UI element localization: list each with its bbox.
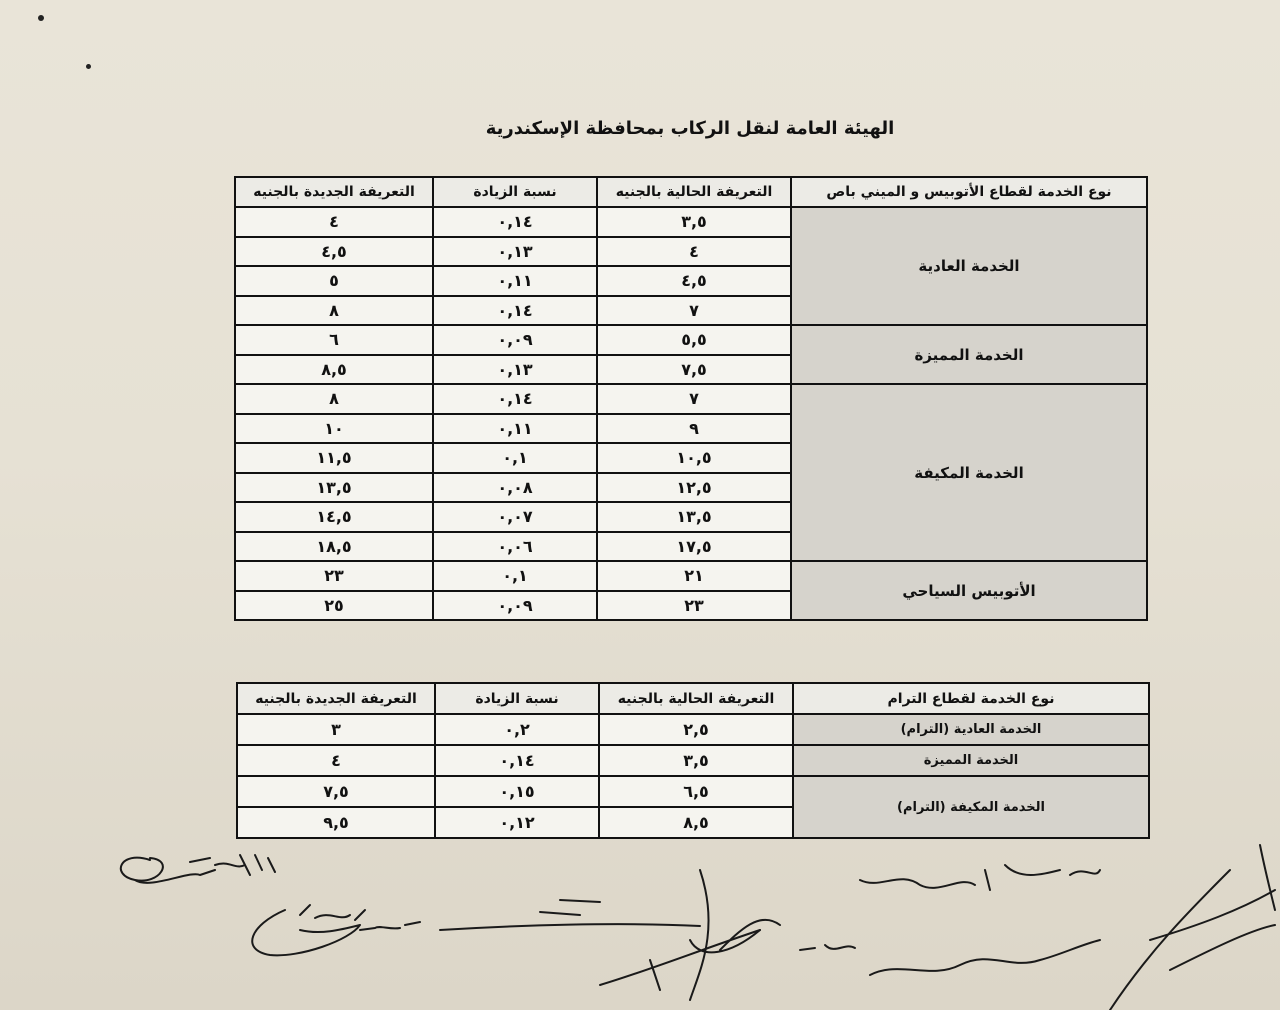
current-fare-header: التعريفة الحالية بالجنيه (597, 177, 791, 207)
service-type-cell: الخدمة المكيفة (791, 384, 1147, 561)
service-type-cell: الخدمة المكيفة (الترام) (793, 776, 1149, 838)
service-type-cell: الخدمة العادية (الترام) (793, 714, 1149, 745)
increase-cell: ٠,٠٨ (433, 473, 597, 503)
current-fare-cell: ٦,٥ (599, 776, 793, 807)
new-fare-cell: ٤,٥ (235, 237, 433, 267)
ink-dot (86, 64, 91, 69)
table-row (235, 384, 1147, 414)
increase-cell: ٠,٠٩ (433, 591, 597, 621)
increase-cell: ٠,١٤ (433, 207, 597, 237)
increase-cell: ٠,١٣ (433, 237, 597, 267)
new-fare-cell: ٣ (237, 714, 435, 745)
service-type-header: نوع الخدمة لقطاع الترام (793, 683, 1149, 714)
current-fare-cell: ٤ (597, 237, 791, 267)
new-fare-cell: ١٣,٥ (235, 473, 433, 503)
new-fare-cell: ٤ (237, 745, 435, 776)
new-fare-cell: ٨ (235, 384, 433, 414)
increase-cell: ٠,١٢ (435, 807, 599, 838)
new-fare-cell: ٨,٥ (235, 355, 433, 385)
current-fare-cell: ٣,٥ (599, 745, 793, 776)
increase-cell: ٠,٢ (435, 714, 599, 745)
table-row (235, 207, 1147, 237)
table-row (237, 714, 1149, 745)
new-fare-cell: ٥ (235, 266, 433, 296)
increase-cell: ٠,١٤ (433, 296, 597, 326)
tram-fare-table (236, 682, 1150, 839)
new-fare-cell: ١٠ (235, 414, 433, 444)
current-fare-cell: ٧ (597, 384, 791, 414)
service-type-cell: الأتوبيس السياحي (791, 561, 1147, 620)
current-fare-cell: ١٠,٥ (597, 443, 791, 473)
current-fare-cell: ٢١ (597, 561, 791, 591)
table-row (235, 561, 1147, 591)
bus-fare-table (234, 176, 1148, 621)
increase-cell: ٠,٠٩ (433, 325, 597, 355)
increase-cell: ٠,١٤ (433, 384, 597, 414)
new-fare-cell: ٢٥ (235, 591, 433, 621)
service-type-cell: الخدمة العادية (791, 207, 1147, 325)
service-type-header: نوع الخدمة لقطاع الأتوبيس و الميني باص (791, 177, 1147, 207)
increase-cell: ٠,١١ (433, 266, 597, 296)
increase-header: نسبة الزيادة (435, 683, 599, 714)
current-fare-cell: ١٧,٥ (597, 532, 791, 562)
increase-header: نسبة الزيادة (433, 177, 597, 207)
increase-cell: ٠,١٤ (435, 745, 599, 776)
increase-cell: ٠,١ (433, 561, 597, 591)
new-fare-cell: ٧,٥ (237, 776, 435, 807)
increase-cell: ٠,٠٦ (433, 532, 597, 562)
current-fare-cell: ٧,٥ (597, 355, 791, 385)
new-fare-cell: ٩,٥ (237, 807, 435, 838)
current-fare-cell: ٢,٥ (599, 714, 793, 745)
current-fare-cell: ٧ (597, 296, 791, 326)
table-row (237, 745, 1149, 776)
current-fare-cell: ٣,٥ (597, 207, 791, 237)
new-fare-cell: ١١,٥ (235, 443, 433, 473)
new-fare-cell: ١٨,٥ (235, 532, 433, 562)
current-fare-cell: ٥,٥ (597, 325, 791, 355)
new-fare-cell: ١٤,٥ (235, 502, 433, 532)
new-fare-header: التعريفة الجديدة بالجنيه (235, 177, 433, 207)
new-fare-cell: ٦ (235, 325, 433, 355)
handwritten-signatures (0, 830, 1280, 1010)
new-fare-cell: ٨ (235, 296, 433, 326)
current-fare-cell: ٩ (597, 414, 791, 444)
increase-cell: ٠,٠٧ (433, 502, 597, 532)
current-fare-cell: ٨,٥ (599, 807, 793, 838)
increase-cell: ٠,١٣ (433, 355, 597, 385)
new-fare-cell: ٢٣ (235, 561, 433, 591)
new-fare-cell: ٤ (235, 207, 433, 237)
table-header-row (237, 683, 1149, 714)
current-fare-cell: ٢٣ (597, 591, 791, 621)
new-fare-header: التعريفة الجديدة بالجنيه (237, 683, 435, 714)
current-fare-cell: ١٣,٥ (597, 502, 791, 532)
increase-cell: ٠,١ (433, 443, 597, 473)
table-header-row (235, 177, 1147, 207)
service-type-cell: الخدمة المميزة (791, 325, 1147, 384)
current-fare-header: التعريفة الحالية بالجنيه (599, 683, 793, 714)
page-title: الهيئة العامة لنقل الركاب بمحافظة الإسكندرية (485, 118, 895, 139)
table-row (235, 325, 1147, 355)
increase-cell: ٠,١١ (433, 414, 597, 444)
current-fare-cell: ٤,٥ (597, 266, 791, 296)
ink-dot (38, 15, 44, 21)
increase-cell: ٠,١٥ (435, 776, 599, 807)
current-fare-cell: ١٢,٥ (597, 473, 791, 503)
table-row (237, 776, 1149, 807)
service-type-cell: الخدمة المميزة (793, 745, 1149, 776)
